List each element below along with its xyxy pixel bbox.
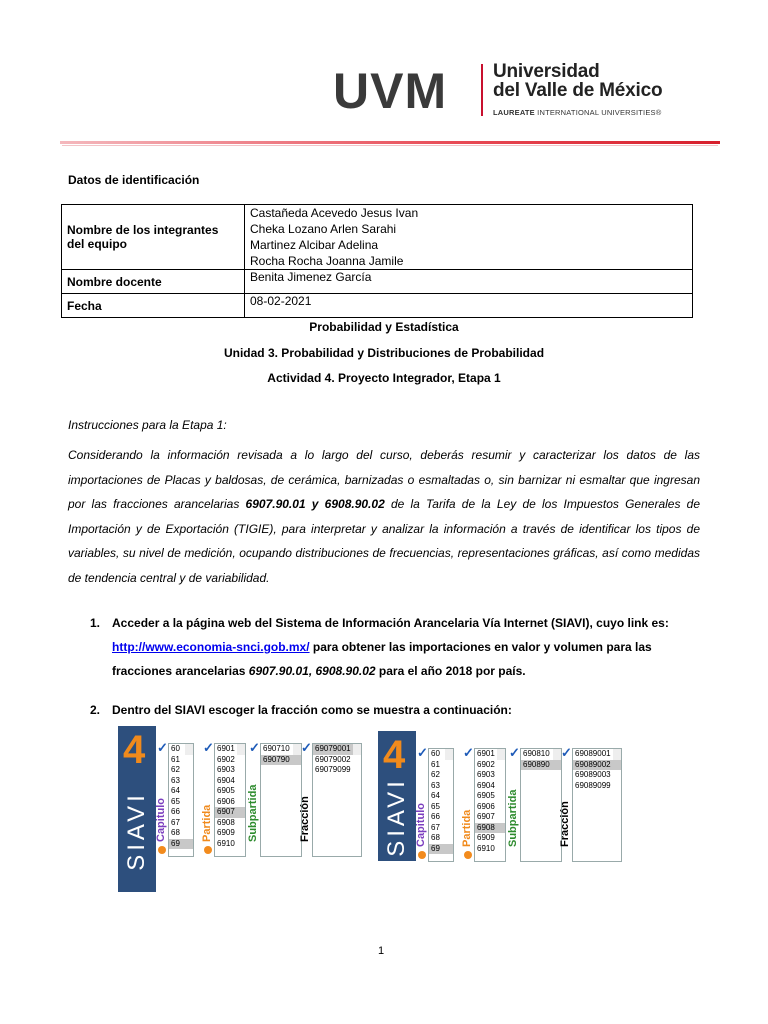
- siavi-link[interactable]: http://www.economia-snci.gob.mx/: [112, 640, 310, 654]
- paragraph-text: de la Tarifa de la Ley de los Impuestos Generales de Importación y de Exportación (TIGIE), para interpretar y analizar la información a través de identificar los tipos de variables, su nivel de medición, ocupando distribuciones de frecuencias, representaciones gráficas, así como medidas de tendencia central y de variabilidad.: [68, 497, 701, 585]
- list-option[interactable]: 6907: [215, 807, 245, 818]
- step-2: [90, 698, 700, 722]
- step-number: 1.: [90, 616, 101, 630]
- siavi-logo-number: 4: [123, 728, 146, 772]
- university-name-line1: Universidad: [493, 61, 600, 82]
- siavi-screenshot-left: [118, 726, 366, 892]
- page-number: 1: [378, 945, 385, 957]
- checkmark-icon[interactable]: ✓: [417, 745, 428, 760]
- scrollbar[interactable]: [237, 744, 245, 755]
- subpartida-label: Subpartida: [507, 789, 519, 847]
- step-codes: 6907.90.01, 6908.90.02: [248, 664, 376, 678]
- checkmark-icon[interactable]: ✓: [301, 740, 312, 755]
- list-option[interactable]: 61: [171, 754, 180, 764]
- laureate-tagline: [493, 108, 661, 117]
- partida-list[interactable]: [474, 748, 506, 862]
- list-option[interactable]: 63: [431, 780, 440, 790]
- identification-table: [61, 204, 693, 318]
- siavi-logo-word: SIAVI: [383, 776, 410, 857]
- siavi-logo-word: SIAVI: [123, 791, 150, 872]
- partida-list[interactable]: [214, 743, 246, 857]
- table-row-date: [62, 294, 693, 318]
- step-1: [90, 611, 700, 683]
- list-option[interactable]: 69089099: [575, 780, 611, 790]
- list-option[interactable]: 6910: [217, 838, 235, 848]
- university-name: [493, 62, 662, 100]
- checkmark-icon[interactable]: ✓: [509, 745, 520, 760]
- list-option[interactable]: 690810: [523, 749, 550, 758]
- fraccion-list[interactable]: [572, 748, 622, 862]
- list-option[interactable]: 69079002: [315, 754, 351, 764]
- siavi-logo-number: 4: [383, 733, 406, 777]
- paragraph-codes: 6907.90.01 y 6908.90.02: [245, 497, 385, 511]
- checkmark-icon[interactable]: ✓: [157, 740, 168, 755]
- capitulo-list[interactable]: [428, 748, 454, 862]
- list-option[interactable]: 64: [431, 791, 440, 800]
- list-option[interactable]: 6905: [217, 786, 235, 795]
- team-member: Martinez Alcibar Adelina: [250, 238, 379, 252]
- fraccion-label: Fracción: [559, 801, 571, 847]
- list-option[interactable]: 6909: [477, 833, 495, 842]
- unit-heading: Unidad 3. Probabilidad y Distribuciones de Probabilidad: [223, 346, 545, 360]
- orange-bullet-icon: [158, 846, 166, 854]
- checkmark-icon[interactable]: ✓: [203, 740, 214, 755]
- list-option[interactable]: 62: [431, 770, 440, 779]
- subject-heading: Probabilidad y Estadística: [309, 320, 459, 334]
- list-option[interactable]: 690790: [261, 755, 301, 766]
- list-option[interactable]: 64: [171, 786, 180, 795]
- subpartida-label: Subpartida: [247, 784, 259, 842]
- list-option[interactable]: 69: [169, 839, 193, 850]
- subpartida-list[interactable]: [520, 748, 562, 862]
- orange-bullet-icon: [204, 846, 212, 854]
- list-option[interactable]: 66: [171, 807, 180, 816]
- teacher-label: Nombre docente: [62, 270, 245, 294]
- step-text: para el año 2018 por país.: [375, 664, 526, 678]
- capitulo-list[interactable]: [168, 743, 194, 857]
- list-option[interactable]: 69: [429, 844, 453, 855]
- list-option[interactable]: 69079001: [313, 744, 361, 755]
- list-option[interactable]: 6902: [217, 754, 235, 764]
- list-option[interactable]: 65: [171, 796, 180, 806]
- siavi-logo: [118, 726, 156, 892]
- tagline-bold: LAUREATE: [493, 108, 535, 117]
- instructions-label: Instrucciones para la Etapa 1:: [68, 418, 227, 432]
- scrollbar[interactable]: [353, 744, 361, 755]
- university-name-line2: del Valle de México: [493, 80, 663, 101]
- list-option[interactable]: 6902: [477, 759, 495, 769]
- list-option[interactable]: 6901: [477, 749, 495, 758]
- list-option[interactable]: 68: [431, 833, 440, 842]
- paragraph-text: Considerando la información revisada a lo largo del curso, deberás resumir y caracterizar los datos de las importaciones de Placas y baldosas, de cerámica, barnizadas o esmaltadas o, sin barnizar ni esmaltar que ingresan por las fracciones arancelarias: [68, 448, 700, 511]
- list-option[interactable]: 61: [431, 759, 440, 769]
- list-option[interactable]: 69079099: [315, 765, 351, 774]
- date-label: Fecha: [62, 294, 245, 318]
- list-option[interactable]: 6908: [475, 823, 505, 834]
- list-option[interactable]: 6906: [217, 796, 235, 806]
- checkmark-icon[interactable]: ✓: [561, 745, 572, 760]
- team-member: Cheka Lozano Arlen Sarahi: [250, 222, 397, 236]
- list-option[interactable]: 60: [431, 749, 440, 758]
- list-option[interactable]: 6903: [477, 770, 495, 779]
- list-option[interactable]: 6907: [477, 812, 495, 821]
- list-option[interactable]: 62: [171, 765, 180, 774]
- list-option[interactable]: 65: [431, 801, 440, 811]
- scrollbar[interactable]: [185, 744, 193, 755]
- partida-label: Partida: [461, 809, 473, 847]
- list-option[interactable]: 690710: [263, 744, 290, 753]
- team-members: [245, 205, 693, 270]
- scrollbar[interactable]: [445, 749, 453, 760]
- step-number: 2.: [90, 703, 101, 717]
- list-option[interactable]: 69089003: [575, 770, 611, 779]
- capitulo-label: Capitulo: [155, 798, 167, 842]
- table-row-team: [62, 205, 693, 270]
- list-option[interactable]: 6904: [217, 775, 235, 785]
- scrollbar[interactable]: [293, 744, 301, 755]
- team-member: Castañeda Acevedo Jesus Ivan: [250, 206, 419, 220]
- list-option[interactable]: 6908: [217, 817, 235, 827]
- siavi-screenshot-right: [378, 731, 644, 861]
- siavi-logo: [378, 731, 416, 861]
- header-rule: [60, 141, 720, 144]
- list-option[interactable]: 69089002: [573, 760, 621, 771]
- orange-bullet-icon: [418, 851, 426, 859]
- list-option[interactable]: 60: [171, 744, 180, 753]
- partida-label: Partida: [201, 804, 213, 842]
- teacher-value: Benita Jimenez García: [245, 270, 693, 294]
- svg-text:UVM: UVM: [333, 66, 448, 116]
- list-option[interactable]: 6905: [477, 791, 495, 800]
- step-text: Dentro del SIAVI escoger la fracción como se muestra a continuación:: [112, 703, 512, 717]
- list-option[interactable]: 6904: [477, 780, 495, 790]
- fraccion-list[interactable]: [312, 743, 362, 857]
- step-text: para obtener las importaciones en valor y volumen para las fracciones arancelarias: [112, 640, 652, 678]
- list-option[interactable]: 63: [171, 775, 180, 785]
- list-option[interactable]: 690890: [521, 760, 561, 771]
- checkmark-icon[interactable]: ✓: [463, 745, 474, 760]
- list-option[interactable]: 66: [431, 812, 440, 821]
- section-title: Datos de identificación: [68, 173, 200, 187]
- tagline-rest: INTERNATIONAL UNIVERSITIES®: [534, 108, 662, 117]
- scrollbar[interactable]: [613, 749, 621, 760]
- checkmark-icon[interactable]: ✓: [249, 740, 260, 755]
- scrollbar[interactable]: [497, 749, 505, 760]
- fraccion-label: Fracción: [299, 796, 311, 842]
- team-label: Nombre de los integrantes del equipo: [62, 205, 245, 270]
- list-option[interactable]: 67: [171, 817, 180, 827]
- subpartida-list[interactable]: [260, 743, 302, 857]
- list-option[interactable]: 6909: [217, 828, 235, 837]
- list-option[interactable]: 6903: [217, 765, 235, 774]
- instructions-paragraph: [68, 443, 700, 590]
- scrollbar[interactable]: [553, 749, 561, 760]
- uvm-logo-mark: [333, 66, 465, 116]
- list-option[interactable]: 6901: [217, 744, 235, 753]
- header-rule-thin: [62, 145, 718, 146]
- logo-divider: [481, 64, 483, 116]
- table-row-teacher: [62, 270, 693, 294]
- list-option[interactable]: 68: [171, 828, 180, 837]
- team-member: Rocha Rocha Joanna Jamile: [250, 254, 404, 268]
- list-option[interactable]: 69089001: [575, 749, 611, 758]
- list-option[interactable]: 67: [431, 822, 440, 832]
- list-option[interactable]: 6910: [477, 843, 495, 853]
- step-text: Acceder a la página web del Sistema de Información Arancelaria Vía Internet (SIAVI), cuyo link es:: [112, 616, 669, 630]
- date-value: 08-02-2021: [245, 294, 693, 318]
- activity-heading: Actividad 4. Proyecto Integrador, Etapa 1: [267, 371, 501, 385]
- capitulo-label: Capitulo: [415, 803, 427, 847]
- orange-bullet-icon: [464, 851, 472, 859]
- list-option[interactable]: 6906: [477, 801, 495, 811]
